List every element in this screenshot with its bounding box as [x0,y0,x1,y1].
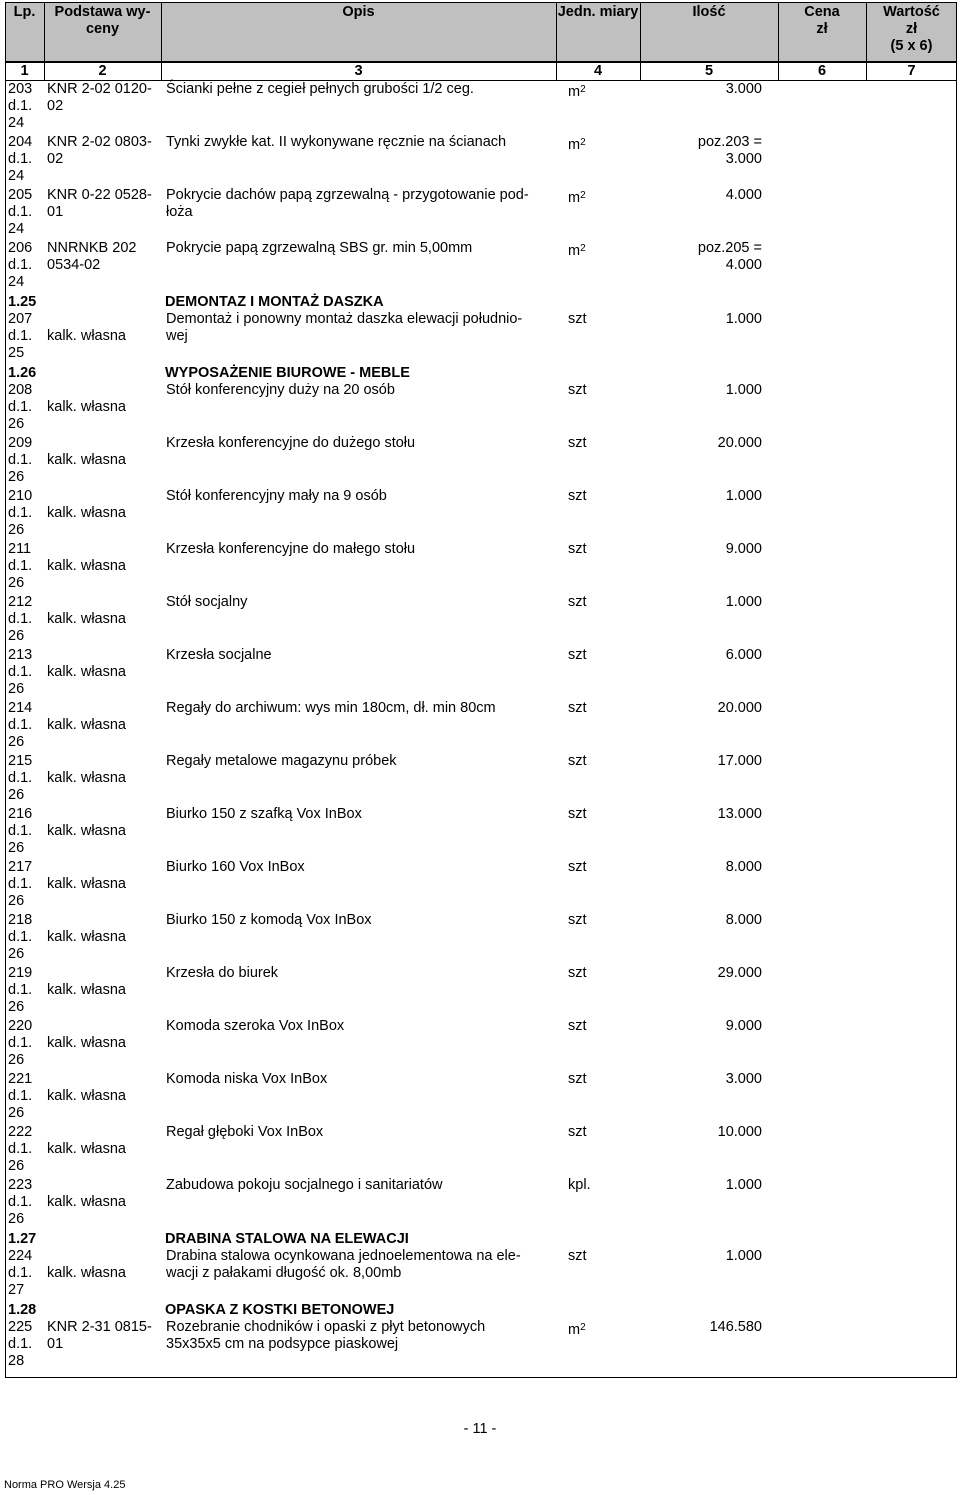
section-number: 1.27 [8,1231,37,1247]
row-jedn: szt [568,647,587,663]
row-opis: Demontaż i ponowny montaż daszka elewacji południo- wej [166,311,523,344]
row-jedn: kpl. [568,1177,591,1193]
row-lp: 216 d.1. 26 [8,806,33,856]
row-jedn: szt [568,806,587,822]
row-podstawa: KNR 2-02 0803- 02 [47,134,152,167]
row-jedn: $m^2$ [568,1322,586,1338]
row-jedn: szt [568,382,587,398]
column-number-1: 1 [20,63,29,79]
row-jedn: szt [568,753,587,769]
header-jedn: Jedn. miary [557,4,639,20]
row-opis: Krzesła konferencyjne do dużego stołu [166,435,416,451]
header-lp: Lp. [13,4,36,20]
row-ilosc: 3.000 [725,1071,762,1087]
software-brand: Norma PRO Wersja 4.25 [4,1479,126,1491]
row-podstawa: kalk. własna [47,717,126,733]
column-number-3: 3 [354,63,363,79]
row-jedn: szt [568,435,587,451]
header-podstawa: Podstawa wy- ceny [54,4,151,37]
row-ilosc: 10.000 [717,1124,762,1140]
row-podstawa: kalk. własna [47,876,126,892]
section-number: 1.26 [8,365,37,381]
row-lp: 204 d.1. 24 [8,134,33,184]
row-jedn: szt [568,1124,587,1140]
row-ilosc: 13.000 [717,806,762,822]
row-lp: 217 d.1. 26 [8,859,33,909]
row-opis: Drabina stalowa ocynkowana jednoelementowa na ele- wacji z pałakami długość ok. 8,00mb [166,1248,521,1281]
row-lp: 206 d.1. 24 [8,240,33,290]
header-cena: Cena zł [804,4,840,37]
row-lp: 224 d.1. 27 [8,1248,33,1298]
row-jedn: szt [568,700,587,716]
row-jedn: $m^2$ [568,84,586,100]
row-opis: Pokrycie papą zgrzewalną SBS gr. min 5,00mm [166,240,473,256]
row-podstawa: kalk. własna [47,929,126,945]
section-title: WYPOSAŻENIE BIUROWE - MEBLE [165,365,410,381]
row-podstawa: kalk. własna [47,328,126,344]
row-lp: 205 d.1. 24 [8,187,33,237]
row-podstawa: KNR 2-31 0815- 01 [47,1319,152,1352]
row-ilosc: 20.000 [717,435,762,451]
column-number-6: 6 [817,63,827,79]
header-opis: Opis [342,4,375,20]
row-ilosc: poz.203 = 3.000 [697,134,762,167]
section-number: 1.28 [8,1302,37,1318]
row-jedn: szt [568,1248,587,1264]
section-number: 1.25 [8,294,37,310]
section-title: OPASKA Z KOSTKI BETONOWEJ [165,1302,395,1318]
row-lp: 211 d.1. 26 [8,541,33,591]
row-ilosc: 17.000 [717,753,762,769]
row-podstawa: kalk. własna [47,1194,126,1210]
row-ilosc: 9.000 [725,541,762,557]
row-opis: Biurko 160 Vox InBox [166,859,305,875]
row-lp: 223 d.1. 26 [8,1177,33,1227]
row-lp: 222 d.1. 26 [8,1124,33,1174]
row-lp: 221 d.1. 26 [8,1071,33,1121]
row-ilosc: 1.000 [725,311,762,327]
row-podstawa: kalk. własna [47,558,126,574]
row-opis: Krzesła socjalne [166,647,272,663]
row-podstawa: kalk. własna [47,399,126,415]
column-number-2: 2 [98,63,107,79]
row-ilosc: 4.000 [725,187,762,203]
row-opis: Krzesła do biurek [166,965,279,981]
row-podstawa: KNR 0-22 0528- 01 [47,187,152,220]
column-number-4: 4 [593,63,603,79]
row-podstawa: kalk. własna [47,1088,126,1104]
column-number-5: 5 [704,63,714,79]
row-opis: Komoda szeroka Vox InBox [166,1018,345,1034]
row-ilosc: 1.000 [725,594,762,610]
row-ilosc: 1.000 [725,382,762,398]
row-lp: 207 d.1. 25 [8,311,33,361]
row-opis: Komoda niska Vox InBox [166,1071,328,1087]
header-ilosc: Ilość [692,4,726,20]
row-ilosc: 8.000 [725,912,762,928]
row-podstawa: KNR 2-02 0120- 02 [47,81,152,114]
row-opis: Stół konferencyjny mały na 9 osób [166,488,387,504]
row-podstawa: kalk. własna [47,611,126,627]
row-jedn: szt [568,1071,587,1087]
row-opis: Regały metalowe magazynu próbek [166,753,397,769]
row-lp: 213 d.1. 26 [8,647,33,697]
row-opis: Tynki zwykłe kat. II wykonywane ręcznie na ścianach [166,134,507,150]
row-lp: 203 d.1. 24 [8,81,33,131]
row-jedn: szt [568,594,587,610]
row-ilosc: 20.000 [717,700,762,716]
row-opis: Stół socjalny [166,594,248,610]
row-lp: 219 d.1. 26 [8,965,33,1015]
row-podstawa: kalk. własna [47,664,126,680]
row-podstawa: kalk. własna [47,770,126,786]
row-jedn: szt [568,912,587,928]
row-ilosc: 1.000 [725,488,762,504]
row-opis: Zabudowa pokoju socjalnego i sanitariatów [166,1177,443,1193]
row-lp: 208 d.1. 26 [8,382,33,432]
row-opis: Biurko 150 z szafką Vox InBox [166,806,362,822]
header-wartosc: Wartość zł (5 x 6) [883,4,940,54]
row-jedn: szt [568,859,587,875]
row-podstawa: kalk. własna [47,1265,126,1281]
row-lp: 215 d.1. 26 [8,753,33,803]
row-opis: Rozebranie chodników i opaski z płyt betonowych 35x35x5 cm na podsypce piaskowej [166,1319,486,1352]
row-opis: Biurko 150 z komodą Vox InBox [166,912,372,928]
row-podstawa: kalk. własna [47,1035,126,1051]
section-title: DRABINA STALOWA NA ELEWACJI [165,1231,409,1247]
row-podstawa: kalk. własna [47,823,126,839]
row-ilosc: 3.000 [725,81,762,97]
row-podstawa: kalk. własna [47,452,126,468]
row-opis: Regały do archiwum: wys min 180cm, dł. min 80cm [166,700,496,716]
row-opis: Krzesła konferencyjne do małego stołu [166,541,416,557]
row-lp: 209 d.1. 26 [8,435,33,485]
row-jedn: $m^2$ [568,243,586,259]
row-ilosc: poz.205 = 4.000 [697,240,762,273]
row-ilosc: 1.000 [725,1248,762,1264]
row-lp: 225 d.1. 28 [8,1319,33,1369]
section-title: DEMONTAZ I MONTAŻ DASZKA [165,294,384,310]
row-podstawa: kalk. własna [47,982,126,998]
row-lp: 218 d.1. 26 [8,912,33,962]
row-ilosc: 9.000 [725,1018,762,1034]
row-ilosc: 146.580 [709,1319,762,1335]
row-opis: Stół konferencyjny duży na 20 osób [166,382,395,398]
row-jedn: szt [568,1018,587,1034]
page-number: - 11 - [463,1421,497,1437]
row-jedn: szt [568,541,587,557]
row-opis: Pokrycie dachów papą zgrzewalną - przygotowanie pod- łoża [166,187,529,220]
row-podstawa: NNRNKB 202 0534-02 [47,240,137,273]
row-opis: Ścianki pełne z cegieł pełnych grubości 1/2 ceg. [166,81,474,97]
row-jedn: szt [568,488,587,504]
row-lp: 214 d.1. 26 [8,700,33,750]
row-opis: Regał głęboki Vox InBox [166,1124,324,1140]
row-lp: 210 d.1. 26 [8,488,33,538]
row-ilosc: 8.000 [725,859,762,875]
row-podstawa: kalk. własna [47,505,126,521]
row-lp: 220 d.1. 26 [8,1018,33,1068]
row-lp: 212 d.1. 26 [8,594,33,644]
row-ilosc: 29.000 [717,965,762,981]
row-ilosc: 1.000 [725,1177,762,1193]
row-jedn: $m^2$ [568,190,586,206]
row-ilosc: 6.000 [725,647,762,663]
row-jedn: szt [568,965,587,981]
row-jedn: szt [568,311,587,327]
row-podstawa: kalk. własna [47,1141,126,1157]
row-jedn: $m^2$ [568,137,586,153]
column-number-7: 7 [907,63,916,79]
